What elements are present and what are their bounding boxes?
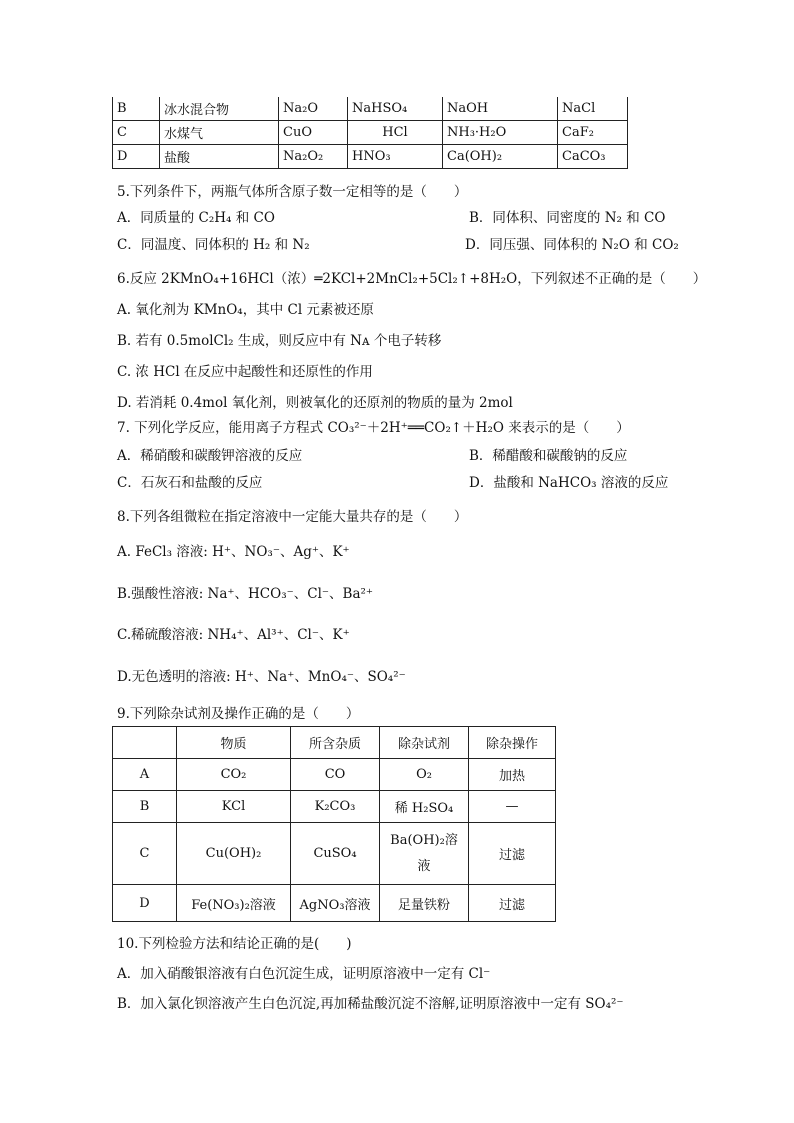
table-row [113, 121, 628, 145]
table-cell: D [113, 885, 177, 922]
q5-option-a: A．同质量的 C₂H₄ 和 CO [117, 210, 275, 226]
table-cell: Na₂O [279, 97, 348, 121]
q7-option-d: D．盐酸和 NaHCO₃ 溶液的反应 [469, 475, 669, 491]
table-cell: 水煤气 [160, 121, 279, 145]
table-cell: 过滤 [469, 823, 556, 885]
table-cell: KCl [177, 791, 291, 823]
q7-option-c: C．石灰石和盐酸的反应 [117, 475, 263, 491]
table-row [113, 145, 628, 169]
table-cell: NaOH [443, 97, 558, 121]
table-cell: CaF₂ [558, 121, 628, 145]
table-row [113, 97, 628, 121]
table-row [113, 791, 556, 823]
table-cell: K₂CO₃ [291, 791, 380, 823]
table-row [113, 759, 556, 791]
table-header-cell: 物质 [177, 727, 291, 759]
table-row [113, 823, 556, 885]
q7-option-b: B．稀醋酸和碳酸钠的反应 [469, 448, 628, 464]
q6-option-d: D. 若消耗 0.4mol 氧化剂，则被氧化的还原剂的物质的量为 2mol [117, 395, 513, 411]
table-cell: Ba(OH)₂溶液 [380, 823, 469, 885]
q8-option-d: D.无色透明的溶液: H⁺、Na⁺、MnO₄⁻、SO₄²⁻ [117, 669, 406, 685]
q6-option-c: C. 浓 HCl 在反应中起酸性和还原性的作用 [117, 364, 373, 380]
table-cell: NH₃·H₂O [443, 121, 558, 145]
table-cell: CaCO₃ [558, 145, 628, 169]
table-cell: HCl [348, 121, 443, 145]
table-cell: 盐酸 [160, 145, 279, 169]
table-cell: Na₂O₂ [279, 145, 348, 169]
q7-option-a: A．稀硝酸和碳酸钾溶液的反应 [117, 448, 303, 464]
table-cell: 过滤 [469, 885, 556, 922]
table-cell: CuSO₄ [291, 823, 380, 885]
table-cell: Ca(OH)₂ [443, 145, 558, 169]
q5-option-c: C．同温度、同体积的 H₂ 和 N₂ [117, 237, 310, 253]
table-cell: 足量铁粉 [380, 885, 469, 922]
classification-table [112, 97, 628, 169]
q6-option-b: B. 若有 0.5molCl₂ 生成，则反应中有 Nᴀ 个电子转移 [117, 333, 442, 349]
table-header-row [113, 727, 556, 759]
q8-option-c: C.稀硫酸溶液: NH₄⁺、Al³⁺、Cl⁻、K⁺ [117, 627, 350, 643]
table-cell: 加热 [469, 759, 556, 791]
table-header-cell: 除杂操作 [469, 727, 556, 759]
q8-option-a: A. FeCl₃ 溶液: H⁺、NO₃⁻、Ag⁺、K⁺ [117, 544, 350, 560]
table-cell: B [113, 97, 160, 121]
q5-option-d: D．同压强、同体积的 N₂O 和 CO₂ [465, 237, 679, 253]
q8-option-b: B.强酸性溶液: Na⁺、HCO₃⁻、Cl⁻、Ba²⁺ [117, 586, 374, 602]
purification-table [112, 726, 556, 922]
table-cell: CuO [279, 121, 348, 145]
table-cell: AgNO₃溶液 [291, 885, 380, 922]
question-8-stem: 8.下列各组微粒在指定溶液中一定能大量共存的是（ ） [117, 509, 468, 525]
table-cell: NaHSO₄ [348, 97, 443, 121]
table-cell: 稀 H₂SO₄ [380, 791, 469, 823]
table-row [113, 885, 556, 922]
table-cell: B [113, 791, 177, 823]
q5-option-b: B．同体积、同密度的 N₂ 和 CO [469, 210, 666, 226]
table-header-cell: 所含杂质 [291, 727, 380, 759]
table-cell: HNO₃ [348, 145, 443, 169]
table-cell: Fe(NO₃)₂溶液 [177, 885, 291, 922]
table-cell: CO [291, 759, 380, 791]
table-cell: O₂ [380, 759, 469, 791]
q10-option-a: A．加入硝酸银溶液有白色沉淀生成，证明原溶液中一定有 Cl⁻ [117, 966, 491, 982]
q6-option-a: A. 氧化剂为 KMnO₄，其中 Cl 元素被还原 [117, 302, 374, 318]
table-cell: C [113, 121, 160, 145]
question-5-stem: 5.下列条件下，两瓶气体所含原子数一定相等的是（ ） [117, 184, 468, 200]
table-cell: 冰水混合物 [160, 97, 279, 121]
table-cell: D [113, 145, 160, 169]
table-cell: C [113, 823, 177, 885]
question-7-stem: 7. 下列化学反应，能用离子方程式 CO₃²⁻＋2H⁺══CO₂↑＋H₂O 来表示的是（ ） [117, 420, 630, 436]
q10-option-b: B．加入氯化钡溶液产生白色沉淀,再加稀盐酸沉淀不溶解,证明原溶液中一定有 SO₄²⁻ [117, 996, 624, 1012]
question-10-stem: 10.下列检验方法和结论正确的是( ) [117, 936, 352, 952]
question-6-stem: 6.反应 2KMnO₄+16HCl（浓）═2KCl+2MnCl₂+5Cl₂↑+8H₂O，下列叙述不正确的是（ ） [117, 271, 707, 287]
question-9-stem: 9.下列除杂试剂及操作正确的是（ ） [117, 706, 360, 722]
table-header-cell: 除杂试剂 [380, 727, 469, 759]
table-cell: A [113, 759, 177, 791]
table-cell: CO₂ [177, 759, 291, 791]
table-cell: Cu(OH)₂ [177, 823, 291, 885]
table-cell: — [469, 791, 556, 823]
table-header-cell [113, 727, 177, 759]
table-cell: NaCl [558, 97, 628, 121]
